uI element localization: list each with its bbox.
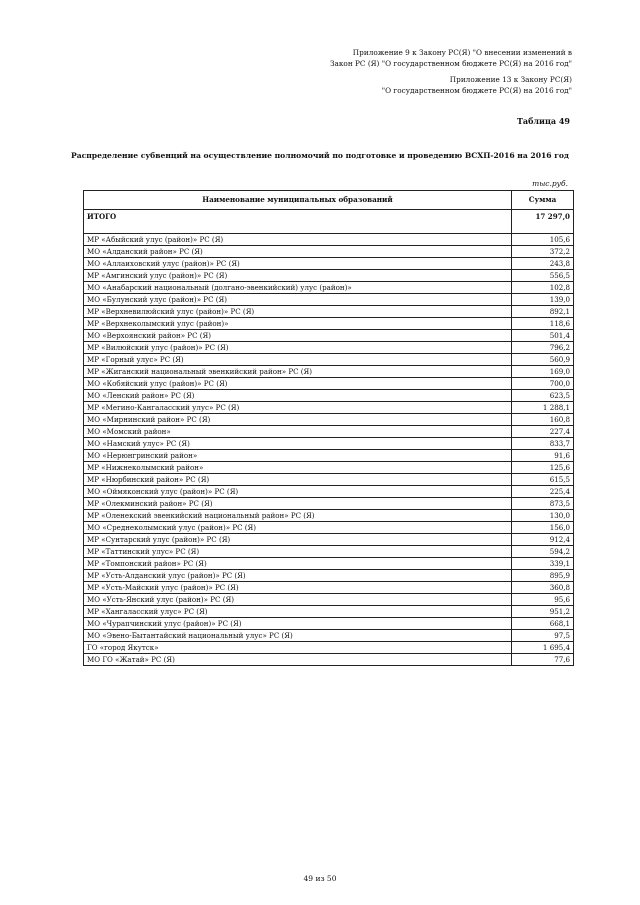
table-row [84,246,574,258]
subsidy-sum: 156,0 [512,522,574,534]
subsidy-sum: 895,9 [512,570,574,582]
municipality-name: МО «Намский улус» РС (Я) [84,438,512,450]
subsidy-sum: 1 288,1 [512,402,574,414]
subsidy-sum: 668,1 [512,618,574,630]
table-row [84,642,574,654]
table-row [84,318,574,330]
municipality-name: МО «Оймяконский улус (район)» РС (Я) [84,486,512,498]
table-row [84,282,574,294]
subsidy-sum: 360,8 [512,582,574,594]
subsidy-sum: 130,0 [512,510,574,522]
subsidy-sum: 501,4 [512,330,574,342]
subsidy-sum: 951,2 [512,606,574,618]
annex-header-2 [382,75,572,96]
subsidy-sum: 139,0 [512,294,574,306]
municipality-name: МР «Усть-Майский улус (район)» РС (Я) [84,582,512,594]
municipality-name: МО «Булунский улус (район)» РС (Я) [84,294,512,306]
municipality-name: МР «Нижнеколымский район» [84,462,512,474]
total-label: ИТОГО [84,210,512,234]
table-row [84,366,574,378]
table-row [84,330,574,342]
subsidy-sum: 1 695,4 [512,642,574,654]
table-row [84,378,574,390]
municipality-name: МР «Горный улус» РС (Я) [84,354,512,366]
subsidy-sum: 833,7 [512,438,574,450]
table-row [84,630,574,642]
table-row [84,618,574,630]
table-row [84,654,574,666]
subsidy-sum: 623,5 [512,390,574,402]
table-row [84,294,574,306]
table-row [84,510,574,522]
municipality-name: МР «Сунтарский улус (район)» РС (Я) [84,534,512,546]
municipality-name: МО «Чурапчинский улус (район)» РС (Я) [84,618,512,630]
table-row [84,606,574,618]
table-row [84,462,574,474]
table-row [84,258,574,270]
table-row [84,582,574,594]
table-row [84,414,574,426]
subsidy-sum: 700,0 [512,378,574,390]
municipality-name: МР «Мегино-Кангаласский улус» РС (Я) [84,402,512,414]
municipality-name: МР «Хангаласский улус» РС (Я) [84,606,512,618]
total-row [84,210,574,234]
table-row [84,390,574,402]
table-header-row [84,191,574,210]
subsidy-sum: 556,5 [512,270,574,282]
document-title: Распределение субвенций на осуществление полномочий по подготовке и проведению ВСХП-2016 на 2016 год [71,151,569,160]
column-header-name: Наименование муниципальных образований [84,191,512,210]
municipality-name: МО «Усть-Янский улус (район)» РС (Я) [84,594,512,606]
municipality-name: МР «Вилюйский улус (район)» РС (Я) [84,342,512,354]
annex-line-2: Закон РС (Я) "О государственном бюджете РС(Я) на 2016 год" [329,58,572,68]
table-row [84,306,574,318]
annex-line-4: "О государственном бюджете РС(Я) на 2016 год" [381,85,572,95]
subsidy-sum: 169,0 [512,366,574,378]
table-row [84,438,574,450]
total-value: 17 297,0 [512,210,574,234]
table-row [84,570,574,582]
municipality-name: МО «Момский район» [84,426,512,438]
municipality-name: МР «Абыйский улус (район)» РС (Я) [84,234,512,246]
municipality-name: МР «Оленекский эвенкийский национальный район» РС (Я) [84,510,512,522]
subsidy-sum: 102,8 [512,282,574,294]
municipality-name: МР «Амгинский улус (район)» РС (Я) [84,270,512,282]
subsidy-sum: 95,6 [512,594,574,606]
subsidy-sum: 339,1 [512,558,574,570]
subsidy-sum: 118,6 [512,318,574,330]
subsidy-sum: 105,6 [512,234,574,246]
table-row [84,342,574,354]
municipality-name: МО ГО «Жатай» РС (Я) [84,654,512,666]
municipality-name: МО «Эвено-Бытантайский национальный улус» РС (Я) [84,630,512,642]
municipality-name: МР «Таттинский улус» РС (Я) [84,546,512,558]
municipality-name: МР «Верхнеколымский улус (район)» [84,318,512,330]
municipality-name: ГО «город Якутск» [84,642,512,654]
subsidy-sum: 372,2 [512,246,574,258]
annex-line-3: Приложение 13 к Закону РС(Я) [449,75,572,84]
subsidy-sum: 912,4 [512,534,574,546]
municipality-name: МО «Среднеколымский улус (район)» РС (Я) [84,522,512,534]
municipality-name: МО «Нерюнгринский район» [84,450,512,462]
municipality-name: МО «Аллаиховский улус (район)» РС (Я) [84,258,512,270]
municipality-name: МР «Томпонский район» РС (Я) [84,558,512,570]
subsidy-sum: 227,4 [512,426,574,438]
municipality-name: МО «Кобяйский улус (район)» РС (Я) [84,378,512,390]
subsidy-sum: 77,6 [512,654,574,666]
subsidy-sum: 91,6 [512,450,574,462]
table-row [84,426,574,438]
subsidy-sum: 594,2 [512,546,574,558]
municipality-name: МР «Нюрбинский район» РС (Я) [84,474,512,486]
subsidy-sum: 125,6 [512,462,574,474]
subsidy-sum: 225,4 [512,486,574,498]
table-row [84,486,574,498]
subsidy-sum: 796,2 [512,342,574,354]
table-row [84,450,574,462]
subsidy-sum: 892,1 [512,306,574,318]
table-row [84,546,574,558]
municipality-name: МР «Олекминский район» РС (Я) [84,498,512,510]
subsidy-sum: 560,9 [512,354,574,366]
annex-header-1 [330,48,572,69]
table-row [84,354,574,366]
subsidy-sum: 615,5 [512,474,574,486]
municipality-name: МР «Жиганский национальный эвенкийский район» РС (Я) [84,366,512,378]
table-row [84,558,574,570]
annex-line-1: Приложение 9 к Закону РС(Я) "О внесении изменений в [352,48,572,57]
table-row [84,498,574,510]
municipality-name: МО «Мирнинский район» РС (Я) [84,414,512,426]
municipality-name: МО «Ленский район» РС (Я) [84,390,512,402]
table-row [84,474,574,486]
municipality-name: МО «Анабарский национальный (долгано-эвенкийский) улус (район)» [84,282,512,294]
subsidy-sum: 160,8 [512,414,574,426]
table-row [84,270,574,282]
municipality-name: МР «Усть-Алданский улус (район)» РС (Я) [84,570,512,582]
municipality-name: МО «Алданский район» РС (Я) [84,246,512,258]
table-row [84,522,574,534]
table-row [84,234,574,246]
subsidy-sum: 97,5 [512,630,574,642]
table-row [84,534,574,546]
municipality-name: МО «Верхоянский район» РС (Я) [84,330,512,342]
table-row [84,594,574,606]
subsidy-table [83,190,574,666]
subsidy-sum: 243,8 [512,258,574,270]
table-row [84,402,574,414]
column-header-sum: Сумма [512,191,574,210]
municipality-name: МР «Верхневилюйский улус (район)» РС (Я) [84,306,512,318]
subsidy-sum: 873,5 [512,498,574,510]
table-number: Таблица 49 [516,116,570,126]
unit-label: тыс.руб. [532,179,568,188]
page-number: 49 из 50 [303,874,337,883]
